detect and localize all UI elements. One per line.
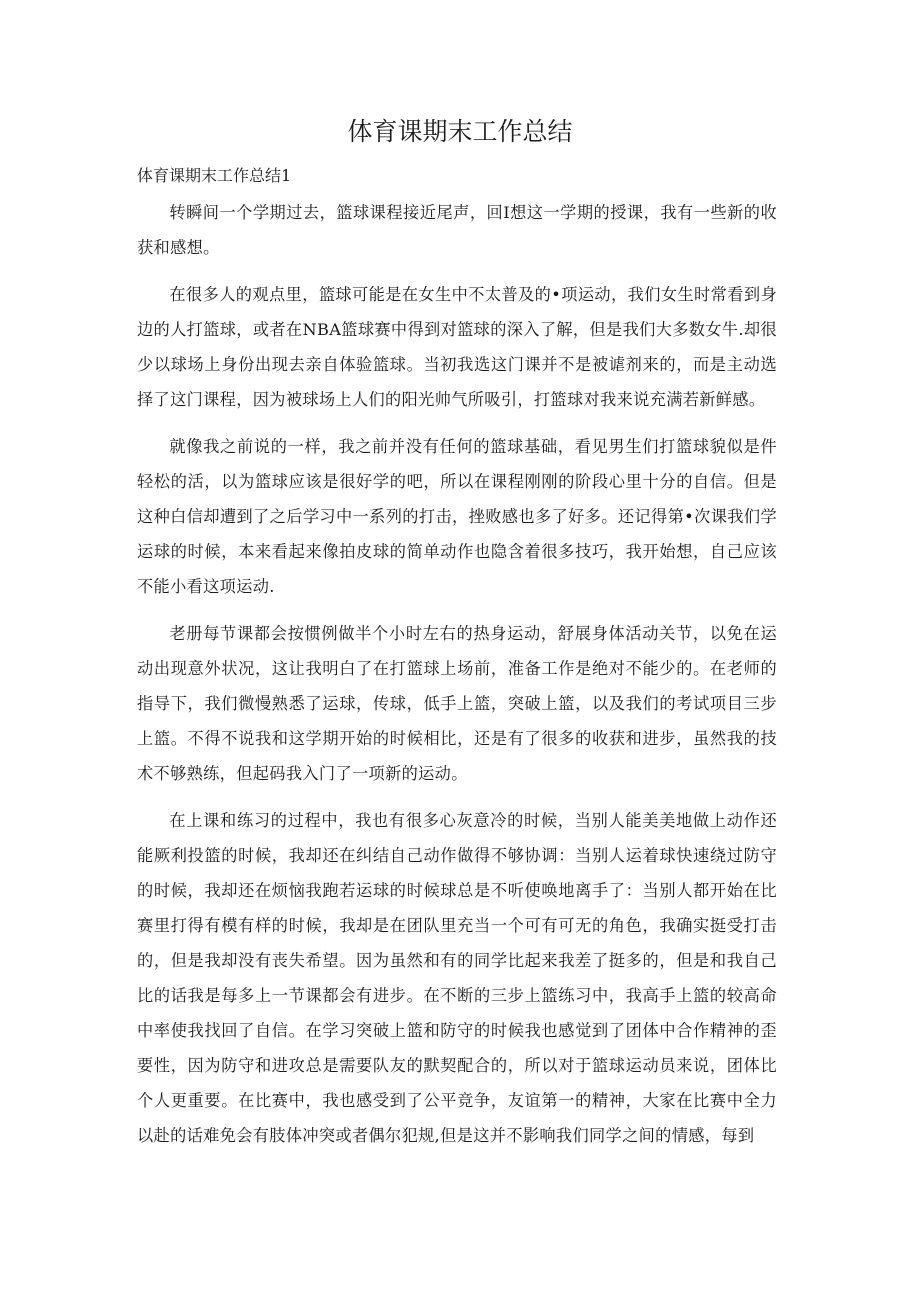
document-subtitle: 体育课期末工作总结1	[137, 166, 292, 185]
paragraph-3: 就像我之前说的一样，我之前并没有任何的篮球基础，看见男生们打篮球貌似是件轻松的活，以为篮球应该是很好学的吧，所以在课程刚刚的阶段心里十分的自信。但是这种白信却遭到了之后学习中一系列的打击，挫败感也多了好多。还记得第•次课我们学运球的时候，本来看起来像拍皮球的简单动作也隐含着很多技巧，我开始想，自己应该不能小看这项运动.	[137, 437, 777, 596]
paragraph-2: 在很多人的观点里，篮球可能是在女生中不太普及的•项运动，我们女生时常看到身边的人打篮球，或者在NBA篮球赛中得到对篮球的深入了解，但是我们大多数女牛.却很少以球场上身份出现去亲自体验篮球。当初我选这门课并不是被谑剂来的，而是主动选择了这门课程，因为被球场上人们的阳光帅气所吸引，打篮球对我来说充满若新鲜感。	[137, 285, 777, 409]
document-title: 体育课期末工作总结	[347, 117, 573, 146]
document-body	[137, 195, 777, 1165]
paragraph-5: 在上课和练习的过程中，我也有很多心灰意冷的时候，当别人能美美地做上动作还能厥利投篮的时候，我却还在纠结自己动作做得不够协调：当别人运着球快速绕过防守的时候，我却还在烦恼我跑若运球的时候球总是不听使唤地离手了：当别人都开始在比赛里打得有模有样的时候，我却是在团队里充当一个可有可无的角色，我确实挺受打击的，但是我却没有丧失希望。因为虽然和有的同学比起来我差了挺多的，但是和我自己比的话我是每多上一节课都会有进步。在不断的三步上篮练习中，我高手上篮的较高命中率使我找回了自信。在学习突破上篮和防守的时候我也感觉到了团体中合作精神的歪要性，因为防守和进攻总是需要队友的默契配合的，所以对于篮球运动员来说，团体比个人更重要。在比赛中，我也感受到了公平竞争，友谊第一的精神，大家在比赛中全力以赴的话难免会有肢体冲突或者偶尔犯规,但是这并不影响我们同学之间的情感，每到	[137, 811, 777, 1145]
paragraph-1: 转瞬间一个学期过去，篮球课程接近尾声，回I想这一学期的授课，我有一些新的收获和感想。	[137, 203, 777, 257]
paragraph-4: 老册每节课都会按惯例做半个小时左右的热身运动，舒展身体活动关节，以免在运动出现意外状况，这让我明白了在打篮球上场前，准备工作是绝对不能少的。在老师的指导下，我们微慢熟悉了运球，传球，低手上篮，突破上篮，以及我们的考试项目三步上篮。不得不说我和这学期开始的时候相比，还是有了很多的收获和进步，虽然我的技术不够熟练，但起码我入门了一项新的运动。	[137, 624, 777, 783]
